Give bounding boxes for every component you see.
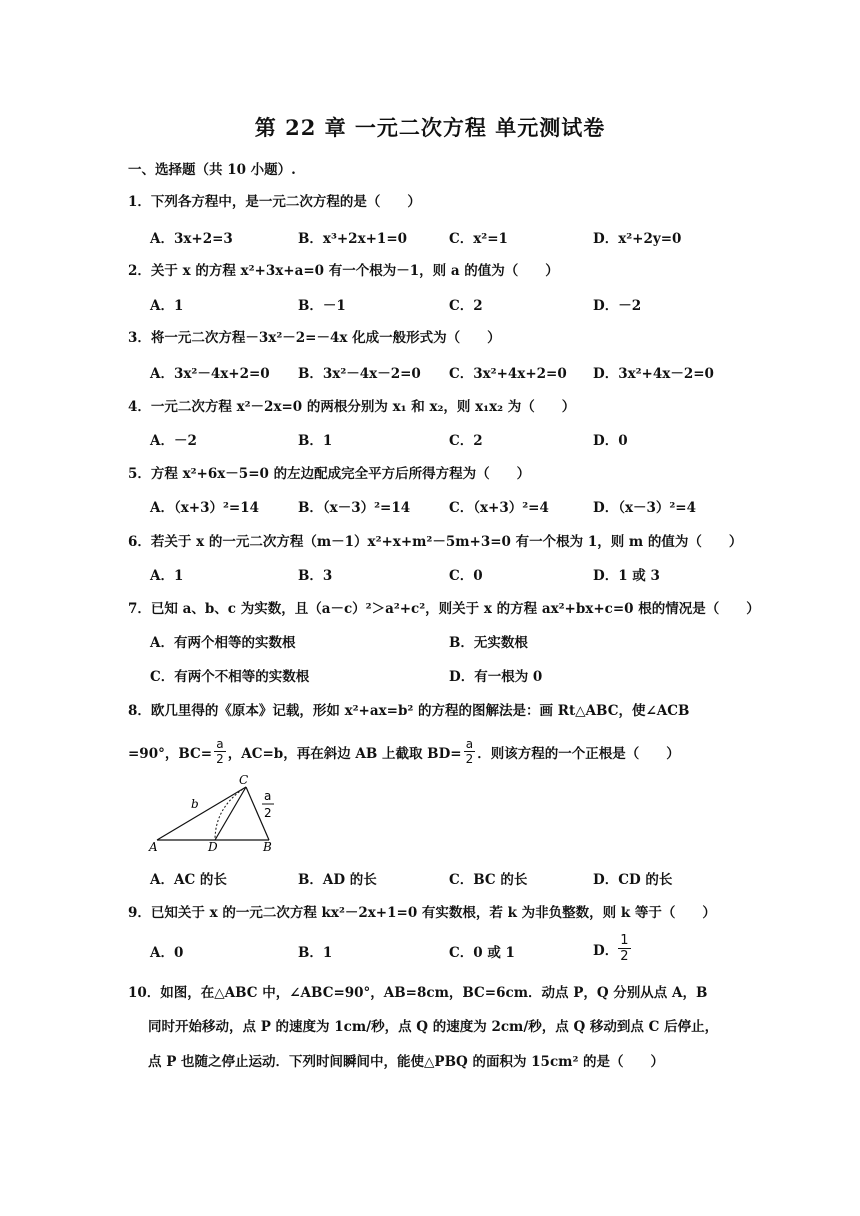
question-9-stem: 9．已知关于 x 的一元二次方程 kx²－2x+1=0 有实数根，若 k 为非负整数，则 k 等于（ ）: [128, 905, 716, 921]
question-6-option-c: C．0: [449, 568, 483, 584]
triangle-figure: [143, 772, 288, 852]
segment-ac: [157, 787, 246, 840]
question-3-stem: 3．将一元二次方程－3x²－2=－4x 化成一般形式为（ ）: [128, 330, 501, 346]
question-6-option-d: D．1 或 3: [593, 568, 660, 584]
section-heading: 一、选择题（共 10 小题）.: [128, 162, 296, 178]
question-7-option-a: A．有两个相等的实数根: [150, 635, 296, 651]
question-3-option-a: A．3x²－4x+2=0: [150, 366, 270, 382]
fraction-a-over-2: [464, 737, 476, 766]
fraction-numerator: a: [465, 737, 474, 751]
question-3-option-d: D．3x²+4x－2=0: [593, 366, 714, 382]
question-8-text-part-1: =90°，BC=: [128, 745, 213, 762]
question-4-stem: 4．一元二次方程 x²－2x=0 的两根分别为 x₁ 和 x₂，则 x₁x₂ 为（ ）: [128, 399, 576, 415]
question-8-option-c: C．BC 的长: [449, 872, 528, 888]
question-6-option-b: B．3: [298, 568, 333, 584]
question-1-option-c: C．x²=1: [449, 231, 508, 247]
question-4-option-d: D．0: [593, 433, 628, 449]
question-10-stem-line-3: 点 P 也随之停止运动．下列时间瞬间中，能使△PBQ 的面积为 15cm² 的是（ ）: [148, 1054, 665, 1070]
question-2-stem: 2．关于 x 的方程 x²+3x+a=0 有一个根为－1，则 a 的值为（ ）: [128, 263, 559, 279]
question-9-option-c: C．0 或 1: [449, 945, 515, 961]
label-c: C: [239, 773, 249, 787]
fraction-one-half: [618, 933, 630, 964]
question-5-option-c: C．（x+3）²=4: [449, 500, 549, 516]
question-3-option-c: C．3x²+4x+2=0: [449, 366, 567, 382]
question-1-stem: 1．下列各方程中，是一元二次方程的是（ ）: [128, 194, 421, 210]
question-10-stem-line-1: 10．如图，在△ABC 中，∠ABC=90°，AB=8cm，BC=6cm．动点 P，Q 分别从点 A，B: [128, 985, 708, 1001]
question-2-option-d: D．－2: [593, 298, 642, 314]
question-8-stem-line-2: [128, 737, 680, 766]
question-7-option-b: B．无实数根: [449, 635, 528, 651]
fraction-numerator: 1: [620, 933, 629, 948]
question-3-option-b: B．3x²－4x－2=0: [298, 366, 421, 382]
segment-cd: [215, 787, 246, 840]
question-8-text-part-2: ，AC=b，再在斜边 AB 上截取 BD=: [227, 745, 462, 762]
question-6-option-a: A．1: [150, 568, 184, 584]
fraction-denominator: 2: [620, 949, 629, 964]
question-10-stem-line-2: 同时开始移动，点 P 的速度为 1cm/秒，点 Q 的速度为 2cm/秒，点 Q 移动到点 C 后停止，: [148, 1019, 719, 1035]
question-7-option-c: C．有两个不相等的实数根: [150, 669, 310, 685]
question-8-stem-line-1: 8．欧几里得的《原本》记载，形如 x²+ax=b² 的方程的图解法是：画 Rt△ABC，使∠ACB: [128, 703, 690, 719]
label-a: A: [149, 840, 158, 852]
question-4-option-b: B．1: [298, 433, 333, 449]
question-9-option-d-label: D．: [593, 942, 619, 959]
question-2-option-a: A．1: [150, 298, 184, 314]
label-b: B: [263, 840, 272, 852]
question-8-option-b: B．AD 的长: [298, 872, 377, 888]
page-title: 第 22 章 一元二次方程 单元测试卷: [254, 115, 606, 140]
label-a-side: a: [264, 789, 272, 803]
question-2-option-b: B．－1: [298, 298, 346, 314]
question-8-text-part-3: ．则该方程的一个正根是（ ）: [477, 745, 680, 762]
question-1-option-b: B．x³+2x+1=0: [298, 231, 408, 247]
question-4-option-a: A．－2: [150, 433, 197, 449]
question-5-stem: 5．方程 x²+6x－5=0 的左边配成完全平方后所得方程为（ ）: [128, 466, 531, 482]
label-b-side: b: [191, 797, 199, 811]
question-1-option-d: D．x²+2y=0: [593, 231, 682, 247]
question-4-option-c: C．2: [449, 433, 483, 449]
question-8-option-d: D．CD 的长: [593, 872, 673, 888]
question-7-option-d: D．有一根为 0: [449, 669, 543, 685]
fraction-denominator: 2: [465, 752, 474, 766]
fraction-denominator: 2: [216, 752, 224, 766]
question-9-option-b: B．1: [298, 945, 333, 961]
label-two: 2: [264, 806, 272, 820]
question-9-option-d: [593, 933, 631, 964]
fraction-numerator: a: [216, 737, 224, 751]
question-1-option-a: A．3x+2=3: [150, 231, 233, 247]
question-5-option-d: D．（x－3）²=4: [593, 500, 697, 516]
question-8-option-a: A．AC 的长: [150, 872, 227, 888]
question-7-stem: 7．已知 a、b、c 为实数，且（a－c）²＞a²+c²，则关于 x 的方程 ax²+bx+c=0 根的情况是（ ）: [128, 601, 760, 617]
label-d: D: [208, 840, 218, 852]
question-2-option-c: C．2: [449, 298, 483, 314]
question-5-option-b: B．（x－3）²=14: [298, 500, 411, 516]
question-6-stem: 6．若关于 x 的一元二次方程（m－1）x²+x+m²－5m+3=0 有一个根为 1，则 m 的值为（ ）: [128, 534, 743, 550]
question-5-option-a: A．（x+3）²=14: [150, 500, 259, 516]
fraction-a-over-2: [214, 737, 226, 766]
question-9-option-a: A．0: [150, 945, 184, 961]
